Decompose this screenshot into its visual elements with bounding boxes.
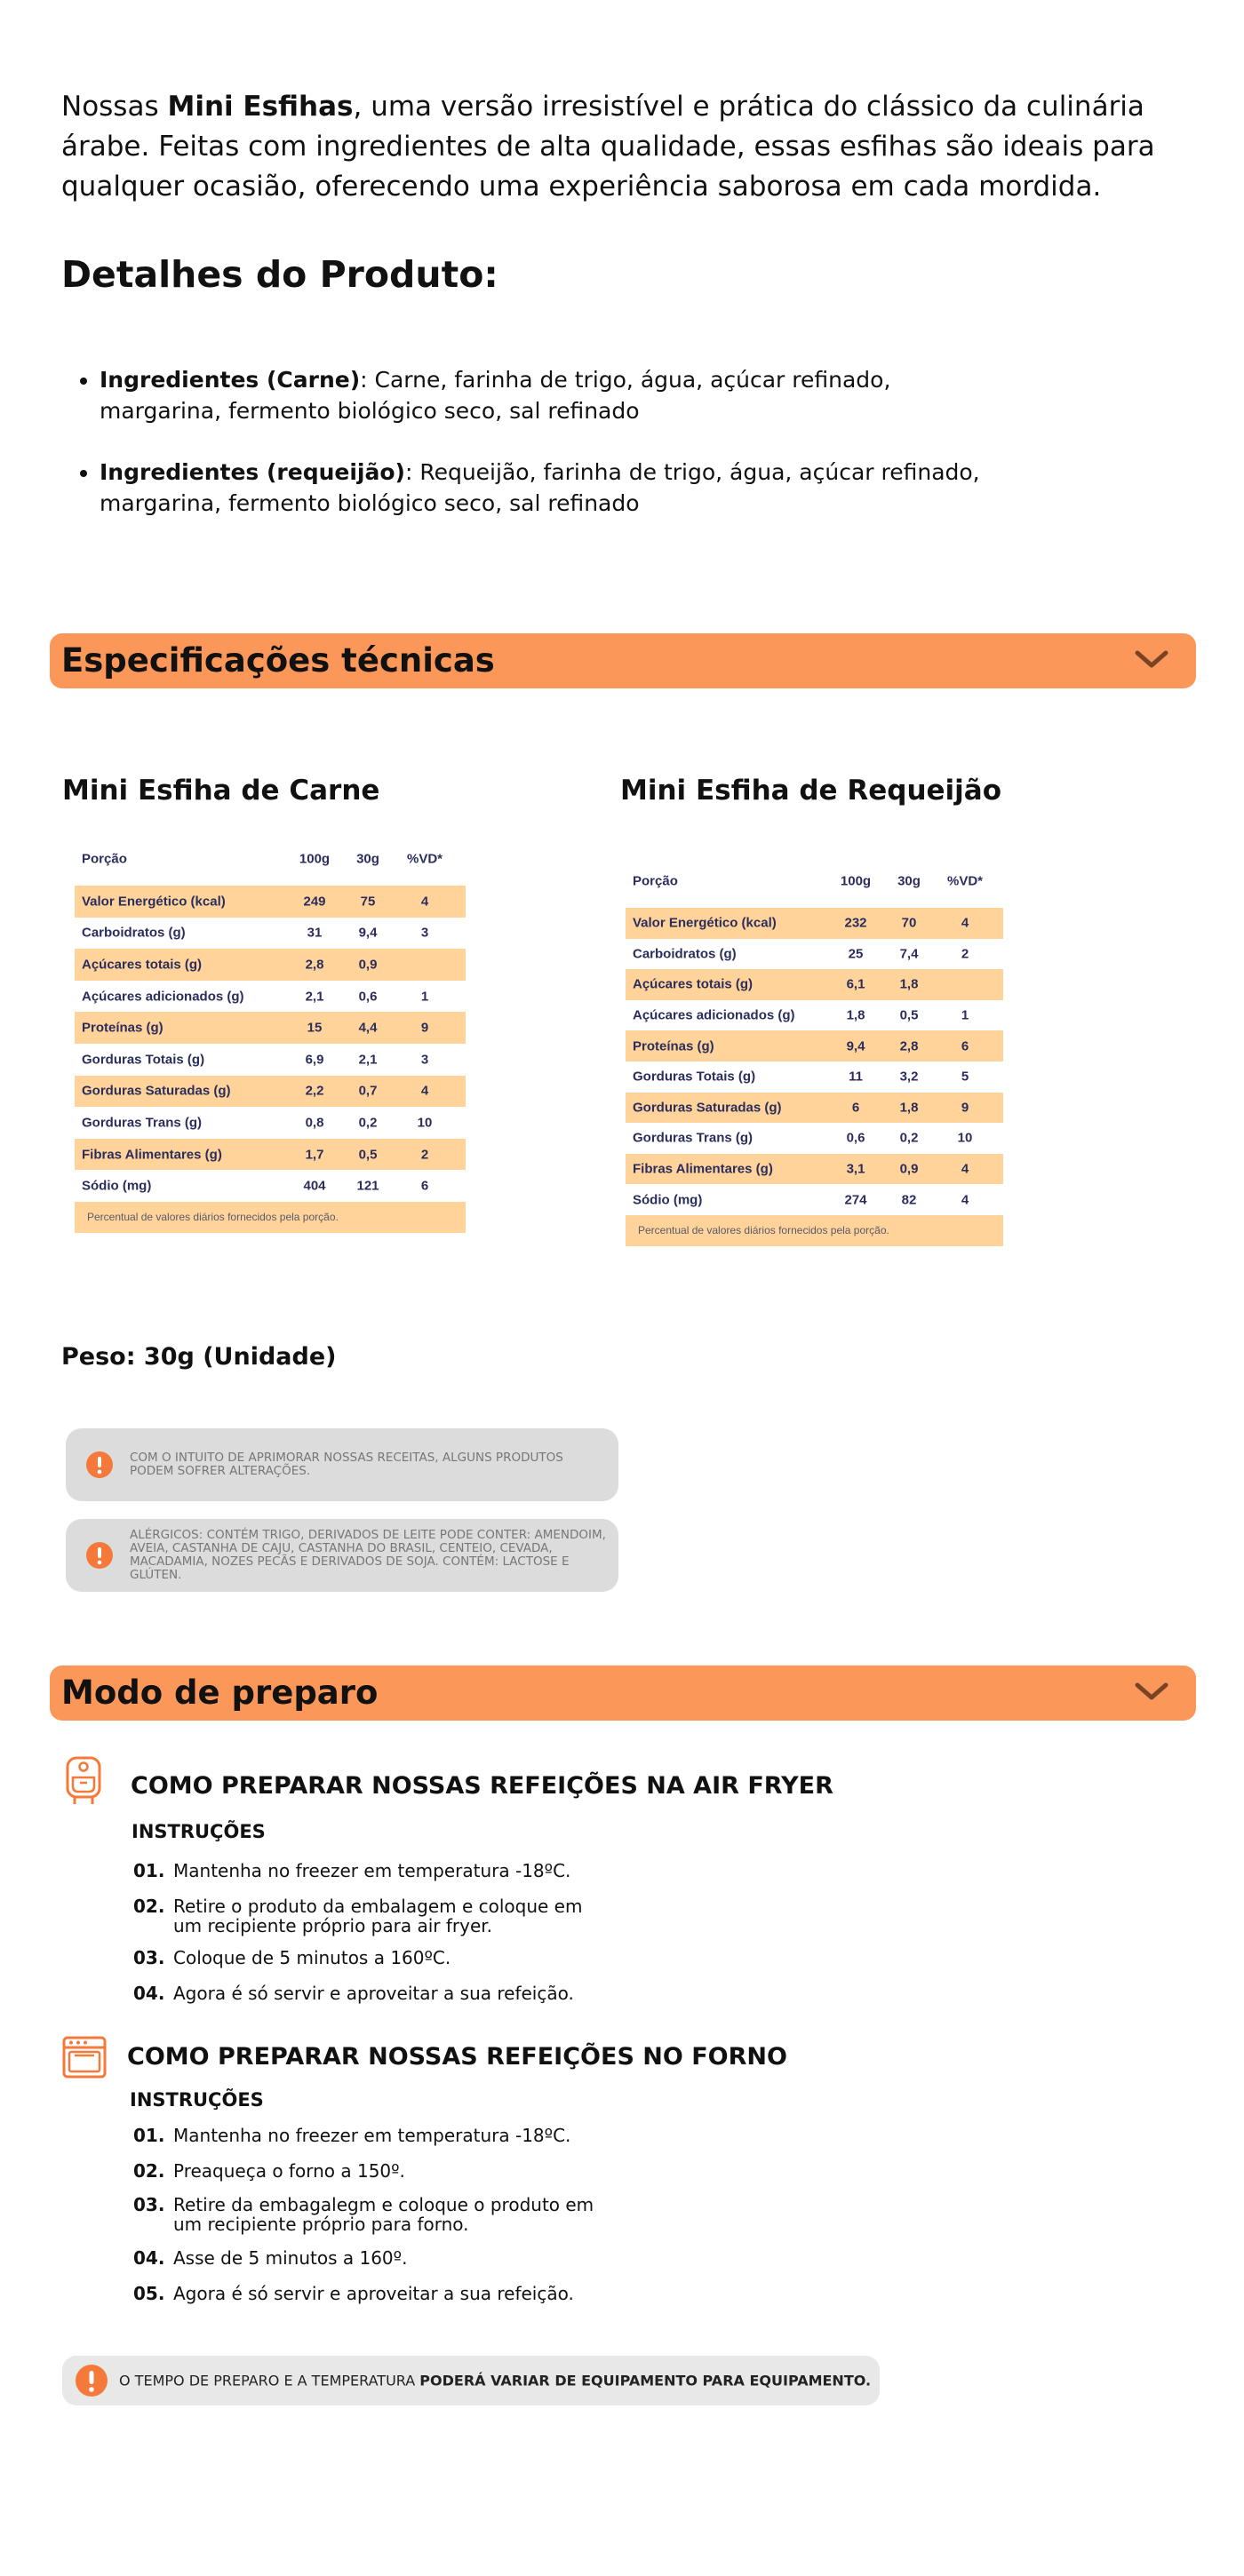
prep-time-note-prefix: O TEMPO DE PREPARO E A TEMPERATURA (119, 2372, 420, 2389)
nutrition-row (626, 1123, 1003, 1154)
nutrition-row (626, 1030, 1003, 1061)
step-text: Mantenha no freezer em temperatura -18ºC. (173, 2125, 571, 2146)
nutrient-value: 9,4 (358, 925, 378, 941)
nutrient-value: 6,1 (846, 976, 865, 992)
step-number: 02. (133, 2160, 165, 2182)
nutrition-row (626, 908, 1003, 939)
nutrition-row (75, 918, 466, 950)
nutrient-value: 2,8 (305, 957, 324, 973)
nutrient-value: 2,1 (358, 1052, 378, 1068)
nutrient-value: 4 (420, 894, 429, 910)
nutrient-value: 4 (420, 1083, 429, 1099)
specs-accordion-header[interactable] (50, 633, 1196, 688)
ingredients-carne-text: : Carne, farinha de trigo, água, açúcar refinado, margarina, fermento biológico seco, sal refinado (100, 367, 891, 424)
step-number: 03. (133, 2194, 165, 2215)
nutrient-value: 0,6 (846, 1130, 865, 1146)
nutrient-value: 9,4 (846, 1038, 865, 1054)
nutrient-name: Carboidratos (g) (82, 925, 186, 941)
chevron-down-icon[interactable] (1134, 644, 1169, 674)
nutrient-name: Valor Energético (kcal) (633, 915, 777, 931)
nutrition-header-row (626, 855, 1003, 908)
nutrient-value: 15 (307, 1020, 323, 1036)
nutrient-value: 4 (961, 915, 969, 931)
ingredients-list (100, 364, 1015, 549)
nutrient-name: Carboidratos (g) (633, 946, 737, 962)
nutrition-row (626, 939, 1003, 970)
ingredients-carne-label: Ingredientes (Carne) (100, 367, 361, 393)
nutrient-value: 404 (303, 1178, 326, 1194)
step-text: Retire o produto da embalagem e coloque em um recipiente próprio para air fryer. (173, 1896, 583, 1936)
notice-recipe-changes (66, 1428, 618, 1501)
intro-product-name: Mini Esfihas (167, 91, 354, 123)
nutrient-name: Gorduras Trans (g) (82, 1115, 203, 1131)
nutrient-value: 1,8 (846, 1007, 865, 1023)
nutrient-value: 5 (961, 1069, 969, 1085)
nutrition-row (75, 1044, 466, 1076)
nutrient-value: 2,8 (899, 1038, 919, 1054)
step-number: 04. (133, 1983, 165, 2004)
nutrient-value: 10 (957, 1130, 973, 1146)
nutrient-value: 121 (356, 1178, 379, 1194)
step-text: Agora é só servir e aproveitar a sua refeição. (173, 1983, 574, 2004)
notice-allergens (66, 1519, 618, 1592)
air-fryer-heading: COMO PREPARAR NOSSAS REFEIÇÕES NA AIR FRYER (131, 1772, 833, 1800)
nutrient-value: 25 (848, 946, 864, 962)
nutrient-value: 82 (901, 1192, 917, 1208)
nutrient-value: 1,8 (899, 1100, 919, 1116)
step-number: 04. (133, 2247, 165, 2269)
step-text: Agora é só servir e aproveitar a sua refeição. (173, 2283, 574, 2304)
nutrition-header-cell: 30g (356, 851, 379, 867)
step-text: Preaqueça o forno a 150º. (173, 2160, 405, 2182)
nutrient-value: 1 (961, 1007, 969, 1023)
nutrient-name: Açúcares adicionados (g) (633, 1007, 795, 1023)
nutrient-value: 0,2 (358, 1115, 378, 1131)
nutrition-table-requeijao (626, 855, 1003, 1246)
prep-time-note-bold: PODERÁ VARIAR DE EQUIPAMENTO PARA EQUIPAMENTO. (419, 2372, 872, 2389)
nutrient-name: Valor Energético (kcal) (82, 894, 226, 910)
nutrient-value: 4,4 (358, 1020, 378, 1036)
nutrient-name: Proteínas (g) (633, 1038, 714, 1054)
nutrient-value: 9 (961, 1100, 969, 1116)
nutrition-footnote (626, 1215, 1003, 1246)
nutrition-title-carne: Mini Esfiha de Carne (62, 775, 380, 807)
air-fryer-instructions-label: INSTRUÇÕES (132, 1821, 266, 1842)
intro-paragraph (61, 87, 1163, 207)
nutrition-header-cell: Porção (633, 873, 678, 889)
step-text: Asse de 5 minutos a 160º. (173, 2247, 408, 2269)
prep-time-note (62, 2356, 880, 2405)
specs-accordion-title: Especificações técnicas (61, 641, 495, 680)
nutrient-value: 0,5 (358, 1147, 378, 1163)
nutrient-value: 2,1 (305, 989, 324, 1005)
nutrition-row (75, 1170, 466, 1202)
nutrition-footnote-text: Percentual de valores diários fornecidos pela porção. (87, 1211, 339, 1224)
nutrient-value: 1 (420, 989, 429, 1005)
nutrition-title-requeijao: Mini Esfiha de Requeijão (620, 775, 1002, 807)
nutrient-value: 6,9 (305, 1052, 324, 1068)
nutrient-value: 249 (303, 894, 326, 910)
nutrition-row (626, 1154, 1003, 1185)
nutrient-value: 0,6 (358, 989, 378, 1005)
nutrient-value: 4 (961, 1161, 969, 1177)
nutrient-value: 6 (961, 1038, 969, 1054)
notice-allergens-text: ALÉRGICOS: CONTÉM TRIGO, DERIVADOS DE LEITE PODE CONTER: AMENDOIM, AVEIA, CASTANHA DE CAJU, CASTANHA DO BRASIL, CENTEIO, CEVADA, MACADAMIA, NOZES PECÃS E DERIVADOS DE SOJA. CONTÉM: LACTOSE E GLÚTEN. (130, 1528, 606, 1582)
nutrition-row (75, 1076, 466, 1108)
oven-heading: COMO PREPARAR NOSSAS REFEIÇÕES NO FORNO (127, 2043, 787, 2071)
intro-prefix: Nossas (61, 91, 168, 123)
nutrient-value: 0,9 (358, 957, 378, 973)
ingredients-requeijao-item (100, 457, 1015, 519)
step-number: 02. (133, 1896, 165, 1917)
nutrient-value: 0,5 (899, 1007, 919, 1023)
nutrient-value: 3 (420, 1052, 429, 1068)
exclamation-icon (75, 2364, 108, 2397)
step-number: 05. (133, 2283, 165, 2304)
nutrient-value: 2,2 (305, 1083, 324, 1099)
nutrient-name: Gorduras Saturadas (g) (633, 1100, 782, 1116)
nutrition-header-cell: %VD* (406, 851, 443, 867)
nutrition-row (626, 969, 1003, 1000)
nutrition-table-carne (75, 832, 466, 1233)
oven-instructions-label: INSTRUÇÕES (130, 2089, 264, 2111)
notice-recipe-changes-text: COM O INTUITO DE APRIMORAR NOSSAS RECEITAS, ALGUNS PRODUTOS PODEM SOFRER ALTERAÇÕES. (130, 1451, 563, 1478)
nutrient-name: Fibras Alimentares (g) (82, 1147, 222, 1163)
nutrition-header-cell: 100g (840, 873, 872, 889)
nutrient-value: 1,7 (305, 1147, 324, 1163)
prep-time-note-text (119, 2373, 871, 2389)
exclamation-icon (85, 1541, 114, 1570)
intro-rest: , uma versão irresistível e prática do clássico da culinária árabe. Feitas com ingredientes de alta qualidade, essas esfihas são ideais para qualquer ocasião, oferecendo uma experiência saborosa em cada mordida. (61, 91, 1155, 203)
nutrient-name: Gorduras Totais (g) (82, 1052, 205, 1068)
nutrient-name: Sódio (mg) (633, 1192, 703, 1208)
nutrient-name: Gorduras Saturadas (g) (82, 1083, 231, 1099)
nutrient-value: 0,8 (305, 1115, 324, 1131)
prep-accordion-header[interactable] (50, 1666, 1196, 1721)
nutrient-value: 2 (961, 946, 969, 962)
step-number: 01. (133, 1860, 165, 1881)
nutrient-value: 70 (901, 915, 917, 931)
chevron-down-icon[interactable] (1134, 1676, 1169, 1706)
nutrition-row (75, 1139, 466, 1171)
air-fryer-icon (62, 1756, 105, 1808)
nutrition-row (626, 1000, 1003, 1031)
nutrition-row (626, 1093, 1003, 1124)
nutrition-row (75, 1012, 466, 1044)
nutrient-value: 3,2 (899, 1069, 919, 1085)
nutrient-value: 232 (844, 915, 867, 931)
nutrient-value: 3,1 (846, 1161, 865, 1177)
nutrient-name: Gorduras Totais (g) (633, 1069, 756, 1085)
nutrient-value: 3 (420, 925, 429, 941)
nutrient-name: Açúcares totais (g) (82, 957, 203, 973)
nutrient-value: 6 (420, 1178, 429, 1194)
product-weight: Peso: 30g (Unidade) (61, 1343, 337, 1371)
nutrition-row (75, 949, 466, 981)
nutrition-footnote (75, 1202, 466, 1233)
nutrient-value: 2 (420, 1147, 429, 1163)
nutrient-value: 7,4 (899, 946, 919, 962)
ingredients-requeijao-text: : Requeijão, farinha de trigo, água, açúcar refinado, margarina, fermento biológico seco, sal refinado (100, 459, 980, 516)
nutrient-value: 31 (307, 925, 323, 941)
nutrition-row (75, 886, 466, 918)
nutrition-header-row (75, 832, 466, 886)
nutrition-row (626, 1184, 1003, 1215)
nutrient-name: Açúcares totais (g) (633, 976, 754, 992)
nutrient-value: 6 (851, 1100, 860, 1116)
nutrient-value: 9 (420, 1020, 429, 1036)
step-text: Coloque de 5 minutos a 160ºC. (173, 1947, 451, 1968)
nutrient-value: 1,8 (899, 976, 919, 992)
nutrient-name: Sódio (mg) (82, 1178, 152, 1194)
step-text: Mantenha no freezer em temperatura -18ºC. (173, 1860, 571, 1881)
nutrient-name: Fibras Alimentares (g) (633, 1161, 773, 1177)
nutrition-header-cell: Porção (82, 851, 127, 867)
nutrition-header-cell: 100g (299, 851, 331, 867)
step-number: 03. (133, 1947, 165, 1968)
nutrient-value: 0,7 (358, 1083, 378, 1099)
step-number: 01. (133, 2125, 165, 2146)
ingredients-requeijao-label: Ingredientes (requeijão) (100, 459, 405, 485)
exclamation-icon (85, 1451, 114, 1479)
nutrient-value: 75 (360, 894, 376, 910)
ingredients-carne-item (100, 364, 1015, 426)
nutrient-value: 274 (844, 1192, 867, 1208)
nutrient-name: Açúcares adicionados (g) (82, 989, 244, 1005)
nutrition-row (75, 981, 466, 1013)
prep-accordion-title: Modo de preparo (61, 1674, 379, 1712)
oven-icon (62, 2036, 107, 2079)
nutrient-value: 0,9 (899, 1161, 919, 1177)
step-text: Retire da embagalegm e coloque o produto em um recipiente próprio para forno. (173, 2194, 594, 2235)
nutrition-row (626, 1061, 1003, 1093)
nutrient-value: 10 (417, 1115, 433, 1131)
nutrient-name: Proteínas (g) (82, 1020, 163, 1036)
nutrient-name: Gorduras Trans (g) (633, 1130, 754, 1146)
nutrient-value: 11 (849, 1069, 863, 1085)
nutrient-value: 4 (961, 1192, 969, 1208)
nutrition-header-cell: %VD* (946, 873, 984, 889)
details-title: Detalhes do Produto: (61, 253, 498, 296)
nutrition-footnote-text: Percentual de valores diários fornecidos pela porção. (638, 1224, 889, 1237)
nutrition-header-cell: 30g (897, 873, 921, 889)
nutrition-row (75, 1107, 466, 1139)
nutrient-value: 0,2 (899, 1130, 919, 1146)
